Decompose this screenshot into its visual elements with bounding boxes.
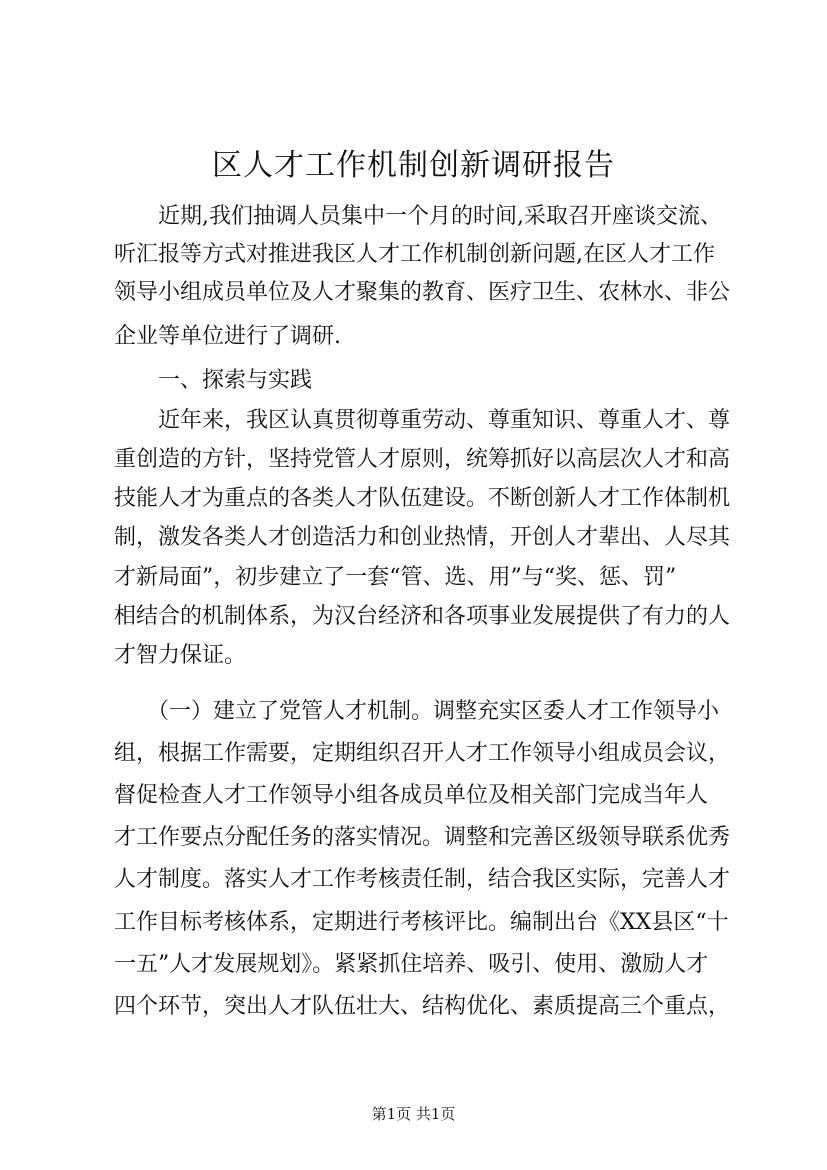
body-text-line: 才新局面”，初步建立了一套“管、选、用”与“奖、惩、罚”: [114, 565, 677, 590]
body-text-line: 近期,我们抽调人员集中一个月的时间,采取召开座谈交流、: [114, 204, 722, 229]
body-text-line: 一五”人才发展规划》。紧紧抓住培养、吸引、使用、激励人才: [114, 952, 709, 977]
document-title: 区人才工作机制创新调研报告: [212, 148, 615, 183]
body-text-line: 相结合的机制体系，为汉台经济和各项事业发展提供了有力的人: [114, 604, 731, 629]
section-heading: 一、探索与实践: [114, 368, 313, 393]
body-text-line: 技能人才为重点的各类人才队伍建设。不断创新人才工作体制机: [114, 486, 731, 511]
body-text-line: 重创造的方针，坚持党管人才原则，统筹抓好以高层次人才和高: [114, 447, 731, 472]
body-text-line: 听汇报等方式对推进我区人才工作机制创新问题,在区人才工作: [114, 242, 715, 267]
body-text-line: 四个环节，突出人才队伍壮大、结构优化、素质提高三个重点，: [114, 994, 731, 1019]
body-text-line: 近年来，我区认真贯彻尊重劳动、尊重知识、尊重人才、尊: [114, 408, 731, 433]
page-number-footer: 第1页 共1页: [371, 1105, 456, 1123]
body-text-line: 企业等单位进行了调研.: [114, 324, 341, 349]
body-text-line: 制，激发各类人才创造活力和创业热情，开创人才辈出、人尽其: [114, 525, 731, 550]
body-text-line: 领导小组成员单位及人才聚集的教育、医疗卫生、农林水、非公: [114, 280, 731, 305]
body-text-line: 才工作要点分配任务的落实情况。调整和完善区级领导联系优秀: [114, 825, 731, 850]
body-text-line: 工作目标考核体系，定期进行考核评比。编制出台《XX县区“十: [114, 910, 729, 935]
subsection-heading-line: （一）建立了党管人才机制。调整充实区委人才工作领导小: [114, 699, 720, 724]
body-text-line: 组，根据工作需要，定期组织召开人才工作领导小组成员会议，: [114, 741, 731, 766]
body-text-line: 才智力保证。: [114, 643, 247, 668]
body-text-line: 人才制度。落实人才工作考核责任制，结合我区实际，完善人才: [114, 867, 731, 892]
body-text-line: 督促检查人才工作领导小组各成员单位及相关部门完成当年人: [114, 783, 709, 808]
